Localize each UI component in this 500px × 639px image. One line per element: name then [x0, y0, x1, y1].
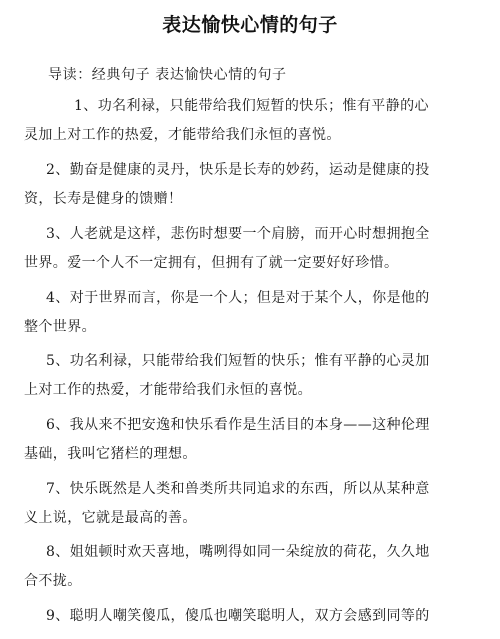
paragraph-line: 灵加上对工作的热爱，才能带给我们永恒的喜悦。	[24, 127, 341, 143]
paragraph-7	[24, 475, 480, 533]
paragraph-2	[24, 156, 480, 214]
paragraph-line: 上对工作的热爱，才能带给我们永恒的喜悦。	[24, 382, 312, 398]
paragraph-line: 9、聪明人嘲笑傻瓜，傻瓜也嘲笑聪明人，双方会感到同等的	[46, 608, 430, 624]
paragraph-line: 4、对于世界而言，你是一个人；但是对于某个人，你是他的	[46, 290, 430, 306]
paragraph-line: 8、姐姐顿时欢天喜地，嘴咧得如同一朵绽放的荷花，久久地	[46, 544, 430, 560]
paragraph-line: 合不拢。	[24, 573, 82, 589]
paragraph-line: 世界。爱一个人不一定拥有，但拥有了就一定要好好珍惜。	[24, 255, 399, 271]
paragraph-line: 2、勤奋是健康的灵丹，快乐是长寿的妙药，运动是健康的投	[46, 162, 430, 178]
document-intro: 导读：经典句子 表达愉快心情的句子	[48, 67, 287, 83]
paragraph-5	[24, 347, 480, 405]
paragraph-1	[24, 92, 480, 150]
paragraph-line: 基础，我叫它猪栏的理想。	[24, 446, 197, 462]
paragraph-line: 义上说，它就是最高的善。	[24, 510, 197, 526]
paragraph-line: 1、功名利禄，只能带给我们短暂的快乐；惟有平静的心	[74, 98, 429, 114]
paragraph-6	[24, 411, 480, 469]
paragraph-line: 6、我从来不把安逸和快乐看作是生活目的本身——这种伦理	[46, 417, 430, 433]
paragraph-4	[24, 284, 480, 342]
document-title: 表达愉快心情的句子	[162, 14, 338, 36]
paragraph-line: 资，长寿是健身的馈赠！	[24, 191, 183, 207]
paragraph-line: 3、人老就是这样，悲伤时想要一个肩膀，而开心时想拥抱全	[46, 226, 430, 242]
paragraph-line: 5、功名利禄，只能带给我们短暂的快乐；惟有平静的心灵加	[46, 353, 430, 369]
paragraph-line: 整个世界。	[24, 319, 96, 335]
paragraph-3	[24, 220, 480, 278]
paragraph-8	[24, 538, 480, 596]
paragraph-line: 7、快乐既然是人类和兽类所共同追求的东西，所以从某种意	[46, 481, 430, 497]
paragraph-9	[24, 602, 480, 631]
